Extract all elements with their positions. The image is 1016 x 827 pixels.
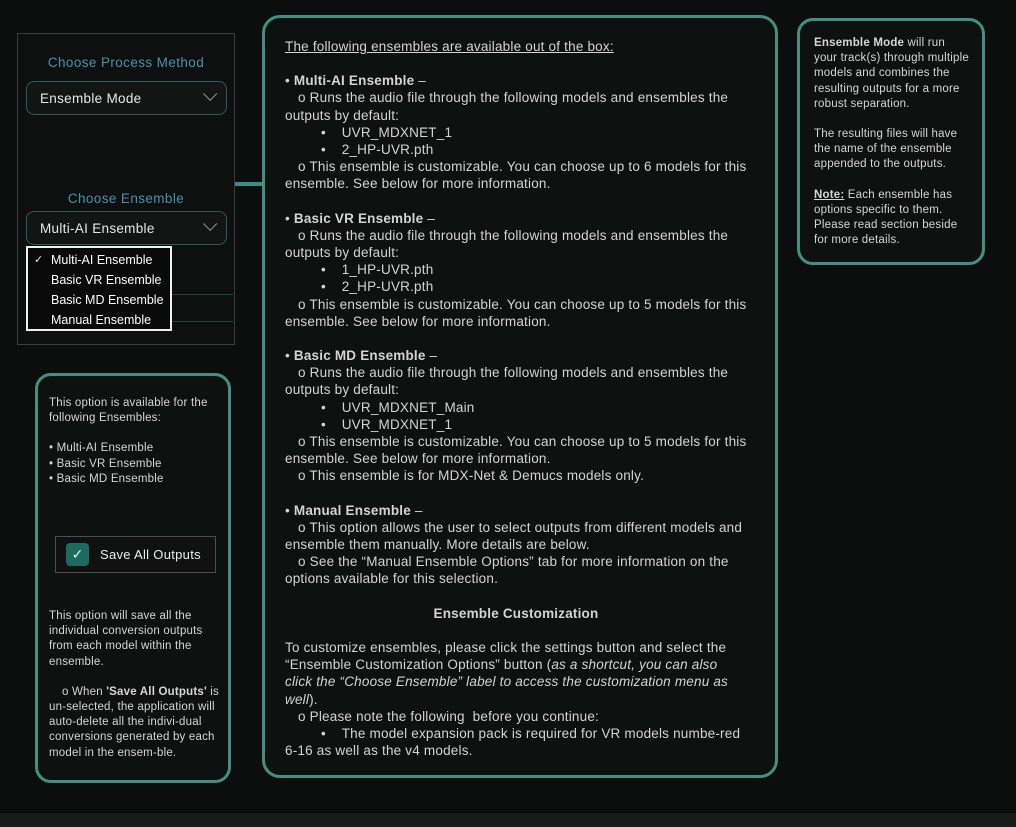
save-outputs-availability-text xyxy=(49,396,219,487)
text-line: The resulting files will have the name of the ensemble appended to the outputs. xyxy=(814,128,958,171)
text-line: o When 'Save All Outputs' is un-selected, the application will auto-delete all the indivi-dual conversions generated by each model in the ensem-ble. xyxy=(49,685,220,759)
text-line: • Basic MD Ensemble – xyxy=(285,348,438,364)
checkbox-check-icon: ✓ xyxy=(66,543,89,566)
text-line: o This ensemble is customizable. You can choose up to 5 models for this ensemble. See below for more information. xyxy=(285,434,747,467)
spacer xyxy=(49,426,219,441)
window-edge xyxy=(0,812,1016,827)
dropdown-option-label: Basic MD Ensemble xyxy=(51,293,164,307)
save-outputs-panel xyxy=(35,373,231,783)
ensembles-info-text xyxy=(285,38,747,759)
save-outputs-description-text xyxy=(49,609,221,761)
spacer xyxy=(285,330,747,347)
text-line: o Runs the audio file through the following models and ensembles the outputs by default: xyxy=(285,227,729,261)
text-line: • 2_HP-UVR.pth xyxy=(321,279,434,295)
chevron-down-icon xyxy=(203,86,217,100)
text-line: Ensemble Customization xyxy=(433,605,599,621)
text-line: Note: Each ensemble has options specific to them. Please read section beside for more details. xyxy=(814,188,958,247)
choose-ensemble-label[interactable]: Choose Ensemble xyxy=(67,191,185,206)
text-line: To customize ensembles, please click the settings button and select the “Ensemble Customization Options” button (as a shortcut, you can also click the “Choose Ensemble” label to access the customization menu as well). xyxy=(285,639,729,707)
text-line: o This option allows the user to select outputs from different models and xyxy=(298,519,743,535)
dropdown-option-manual[interactable] xyxy=(28,310,170,330)
text-line: o Runs the audio file through the following models and ensembles the outputs by default: xyxy=(285,90,729,123)
dropdown-option-label: Manual Ensemble xyxy=(51,313,152,327)
save-all-outputs-checkbox[interactable] xyxy=(55,536,216,573)
spacer xyxy=(814,112,970,127)
text-line: o See the “Manual Ensemble Options” tab for more information on the options available for this selection. xyxy=(285,554,729,587)
spacer xyxy=(814,173,970,188)
text-line: • 2_HP-UVR.pth xyxy=(321,142,434,158)
dropdown-option-label: Multi-AI Ensemble xyxy=(51,253,153,267)
text-line: The following ensembles are available out of the box: xyxy=(285,39,614,54)
text-line: o Runs the audio file through the following models and ensembles the outputs by default: xyxy=(285,365,729,398)
text-line: • The model expansion pack is required for VR models numbe-red 6-16 as well as the v4 models. xyxy=(285,725,741,759)
text-line: • Basic VR Ensemble xyxy=(49,457,162,470)
text-line: o This ensemble is customizable. You can choose up to 5 models for this ensemble. See below for more information. xyxy=(285,296,747,329)
ensemble-mode-note-text xyxy=(814,36,970,248)
text-line: Ensemble Mode will run your track(s) through multiple models and combines the resulting outputs for a more robust separation. xyxy=(814,37,969,110)
ensembles-info-panel xyxy=(262,15,778,778)
process-method-panel xyxy=(17,33,235,345)
text-line: This option will save all the individual conversion outputs from each model within the ensemble. xyxy=(49,610,203,668)
text-line: o This ensemble is customizable. You can choose up to 6 models for this ensemble. See below for more information. xyxy=(285,159,747,192)
text-line: ensemble them manually. More details are below. xyxy=(285,537,590,553)
ensemble-mode-note-panel xyxy=(797,18,985,265)
process-method-label: Choose Process Method xyxy=(47,55,205,70)
spacer xyxy=(285,485,747,502)
hidden-widget-divider xyxy=(171,294,233,295)
process-method-select[interactable] xyxy=(26,81,227,115)
spacer xyxy=(285,622,747,639)
ensemble-select[interactable] xyxy=(26,211,227,245)
process-method-value: Ensemble Mode xyxy=(40,90,142,106)
text-line: This option is available for the following Ensembles: xyxy=(49,397,208,425)
hidden-widget-divider xyxy=(171,321,233,322)
text-line: • Multi-AI Ensemble xyxy=(49,442,154,455)
chevron-down-icon xyxy=(203,216,217,230)
ensemble-select-value: Multi-AI Ensemble xyxy=(40,220,155,236)
save-all-outputs-label: Save All Outputs xyxy=(100,547,201,562)
spacer xyxy=(285,55,747,72)
dropdown-option-label: Basic VR Ensemble xyxy=(51,273,162,287)
ensemble-dropdown-menu xyxy=(26,246,172,331)
text-line: • Basic MD Ensemble xyxy=(49,472,164,485)
text-line: • Multi-AI Ensemble – xyxy=(285,73,426,89)
text-line: • Manual Ensemble – xyxy=(285,502,423,518)
text-line: o Please note the following before you continue: xyxy=(298,708,599,724)
dropdown-option-basic-vr[interactable] xyxy=(28,270,170,290)
text-line: o This ensemble is for MDX-Net & Demucs models only. xyxy=(298,468,645,484)
check-icon: ✓ xyxy=(34,254,44,266)
spacer xyxy=(285,588,747,605)
dropdown-option-multi-ai[interactable] xyxy=(28,250,170,270)
text-line: • 1_HP-UVR.pth xyxy=(321,262,434,278)
text-line: • UVR_MDXNET_1 xyxy=(321,124,453,140)
text-line: • UVR_MDXNET_1 xyxy=(321,416,453,432)
text-line: • Basic VR Ensemble – xyxy=(285,210,436,226)
text-line: • UVR_MDXNET_Main xyxy=(321,399,475,415)
callout-connector-line xyxy=(235,182,262,186)
dropdown-option-basic-md[interactable] xyxy=(28,290,170,310)
spacer xyxy=(285,193,747,210)
spacer xyxy=(49,670,221,685)
